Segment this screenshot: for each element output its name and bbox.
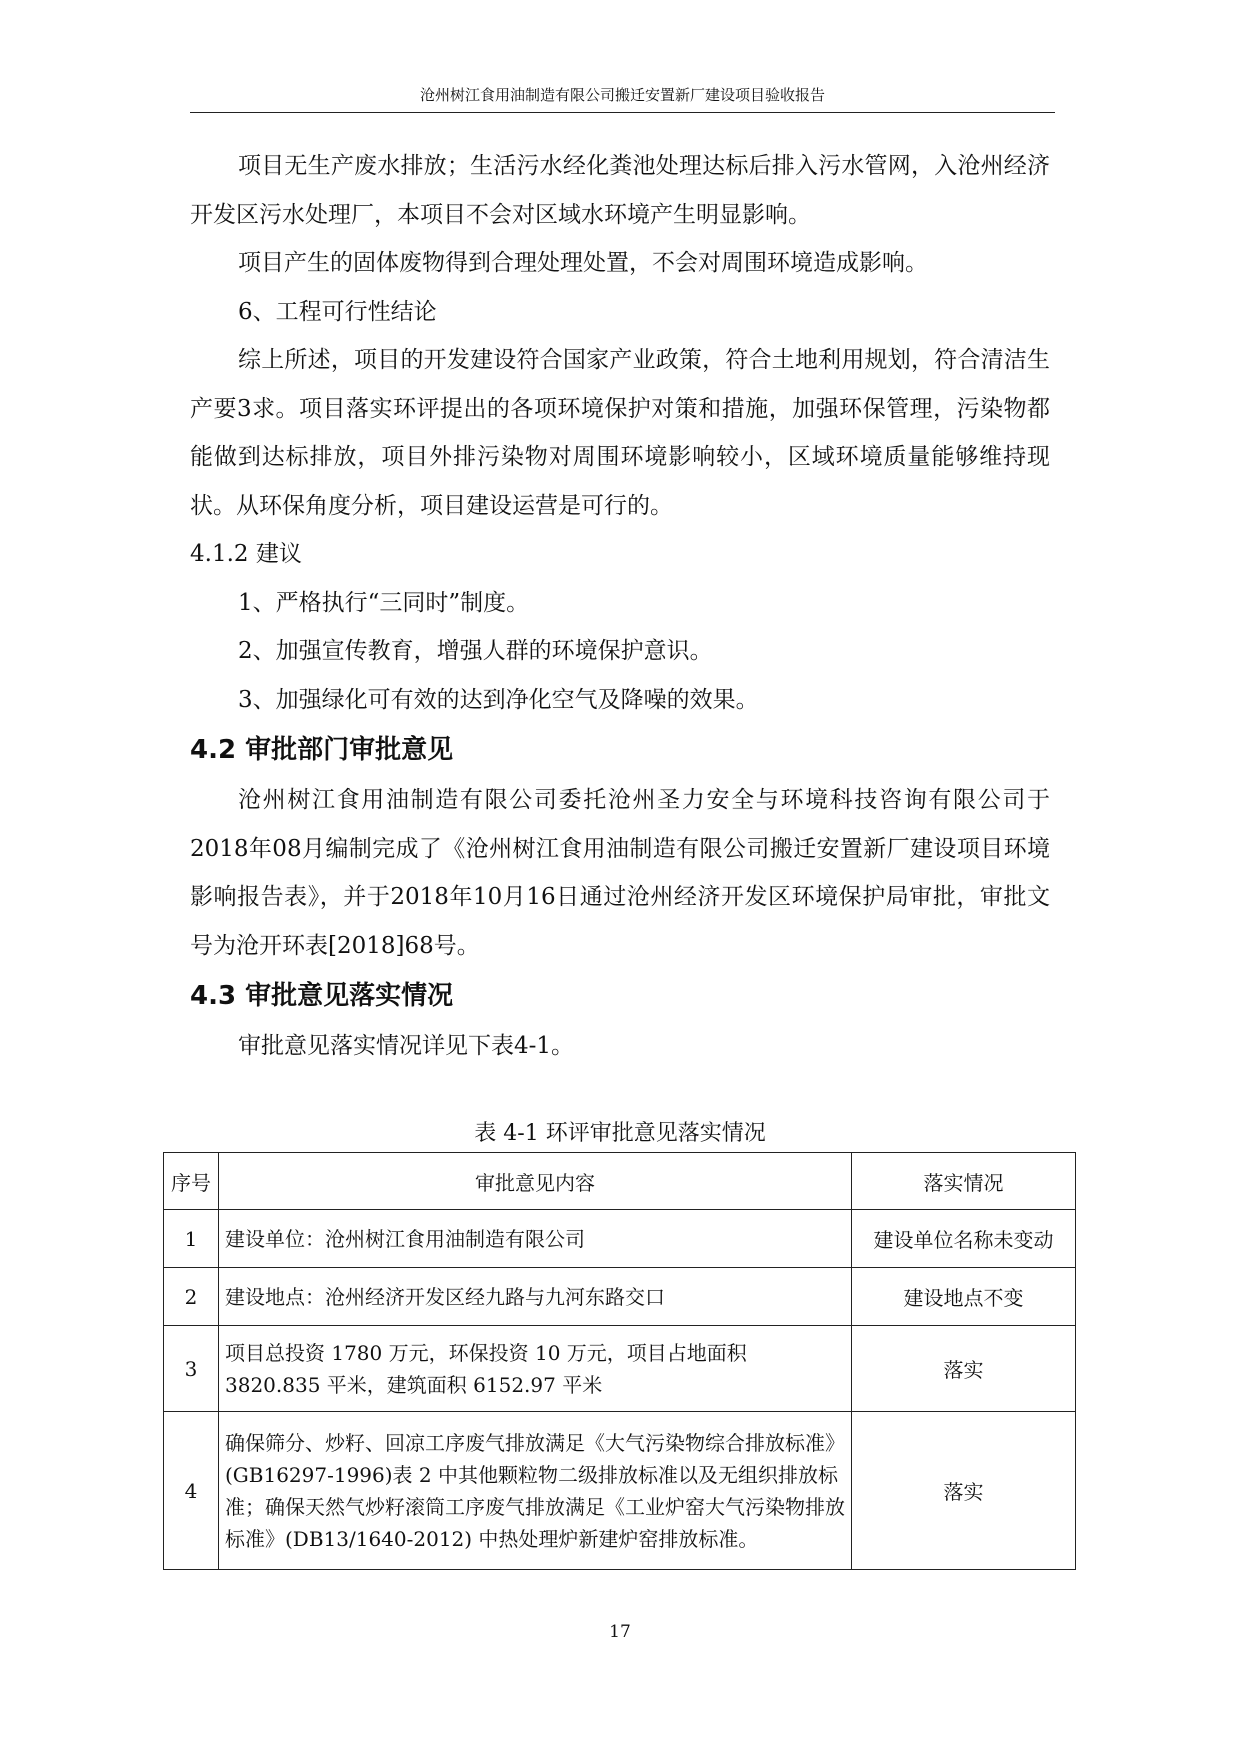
row-content: 确保筛分、炒籽、回凉工序废气排放满足《大气污染物综合排放标准》(GB16297-1996)表 2 中其他颗粒物二级排放标准以及无组织排放标准；确保天然气炒籽滚筒工序废气排放满足《工业炉窑大气污染物排放标准》(DB13/1640-2012) 中热处理炉新建炉窑排放标准。 bbox=[219, 1412, 852, 1570]
section-4-2-title: 4.2 审批部门审批意见 bbox=[190, 735, 454, 765]
header-status: 落实情况 bbox=[852, 1153, 1076, 1210]
paragraph-water-impact: 项目无生产废水排放；生活污水经化粪池处理达标后排入污水管网，入沧州经济开发区污水处理厂，本项目不会对区域水环境产生明显影响。 bbox=[190, 153, 1050, 228]
table-row bbox=[164, 1210, 1076, 1268]
table-caption: 表 4-1 环评审批意见落实情况 bbox=[474, 1121, 766, 1146]
paragraph-solid-waste: 项目产生的固体废物得到合理处理处置，不会对周围环境造成影响。 bbox=[238, 250, 928, 276]
row-no: 1 bbox=[164, 1210, 219, 1268]
table-row bbox=[164, 1326, 1076, 1412]
suggestion-item-3: 3、加强绿化可有效的达到净化空气及降噪的效果。 bbox=[238, 686, 759, 713]
section-4-1-2-title: 4.1.2 建议 bbox=[190, 541, 302, 567]
section-4-2-text: 沧州树江食用油制造有限公司委托沧州圣力安全与环境科技咨询有限公司于2018年08月编制完成了《沧州树江食用油制造有限公司搬迁安置新厂建设项目环境影响报告表》，并于2018年10月16日通过沧州经济开发区环境保护局审批，审批文号为沧开环表[2018]68号。 bbox=[190, 787, 1050, 959]
row-content: 建设地点：沧州经济开发区经九路与九河东路交口 bbox=[219, 1268, 852, 1326]
approval-table bbox=[163, 1152, 1076, 1570]
header-no: 序号 bbox=[164, 1153, 219, 1210]
paragraph-feasibility-heading: 6、工程可行性结论 bbox=[238, 298, 437, 325]
section-4-3-text: 审批意见落实情况详见下表4-1。 bbox=[238, 1033, 575, 1059]
row-content: 项目总投资 1780 万元，环保投资 10 万元，项目占地面积 3820.835 平米，建筑面积 6152.97 平米 bbox=[219, 1326, 852, 1412]
row-status: 建设单位名称未变动 bbox=[852, 1210, 1076, 1268]
page-number: 17 bbox=[609, 1622, 631, 1642]
header-content: 审批意见内容 bbox=[219, 1153, 852, 1210]
row-status: 落实 bbox=[852, 1326, 1076, 1412]
row-no: 3 bbox=[164, 1326, 219, 1412]
suggestion-item-1: 1、严格执行“三同时”制度。 bbox=[238, 589, 530, 616]
paragraph-conclusion: 综上所述，项目的开发建设符合国家产业政策，符合土地利用规划，符合清洁生产要3求。项目落实环评提出的各项环境保护对策和措施，加强环保管理，污染物都能做到达标排放，项目外排污染物对周围环境影响较小，区域环境质量能够维持现状。从环保角度分析，项目建设运营是可行的。 bbox=[190, 347, 1050, 519]
table-row bbox=[164, 1412, 1076, 1570]
table-row bbox=[164, 1268, 1076, 1326]
suggestion-item-2: 2、加强宣传教育，增强人群的环境保护意识。 bbox=[238, 638, 713, 664]
row-content: 建设单位：沧州树江食用油制造有限公司 bbox=[219, 1210, 852, 1268]
running-header: 沧州树江食用油制造有限公司搬迁安置新厂建设项目验收报告 bbox=[190, 84, 1055, 113]
table-header-row bbox=[164, 1153, 1076, 1210]
row-no: 2 bbox=[164, 1268, 219, 1326]
row-status: 落实 bbox=[852, 1412, 1076, 1570]
row-status: 建设地点不变 bbox=[852, 1268, 1076, 1326]
section-4-3-title: 4.3 审批意见落实情况 bbox=[190, 981, 454, 1011]
body-text bbox=[190, 142, 1050, 1071]
row-no: 4 bbox=[164, 1412, 219, 1570]
